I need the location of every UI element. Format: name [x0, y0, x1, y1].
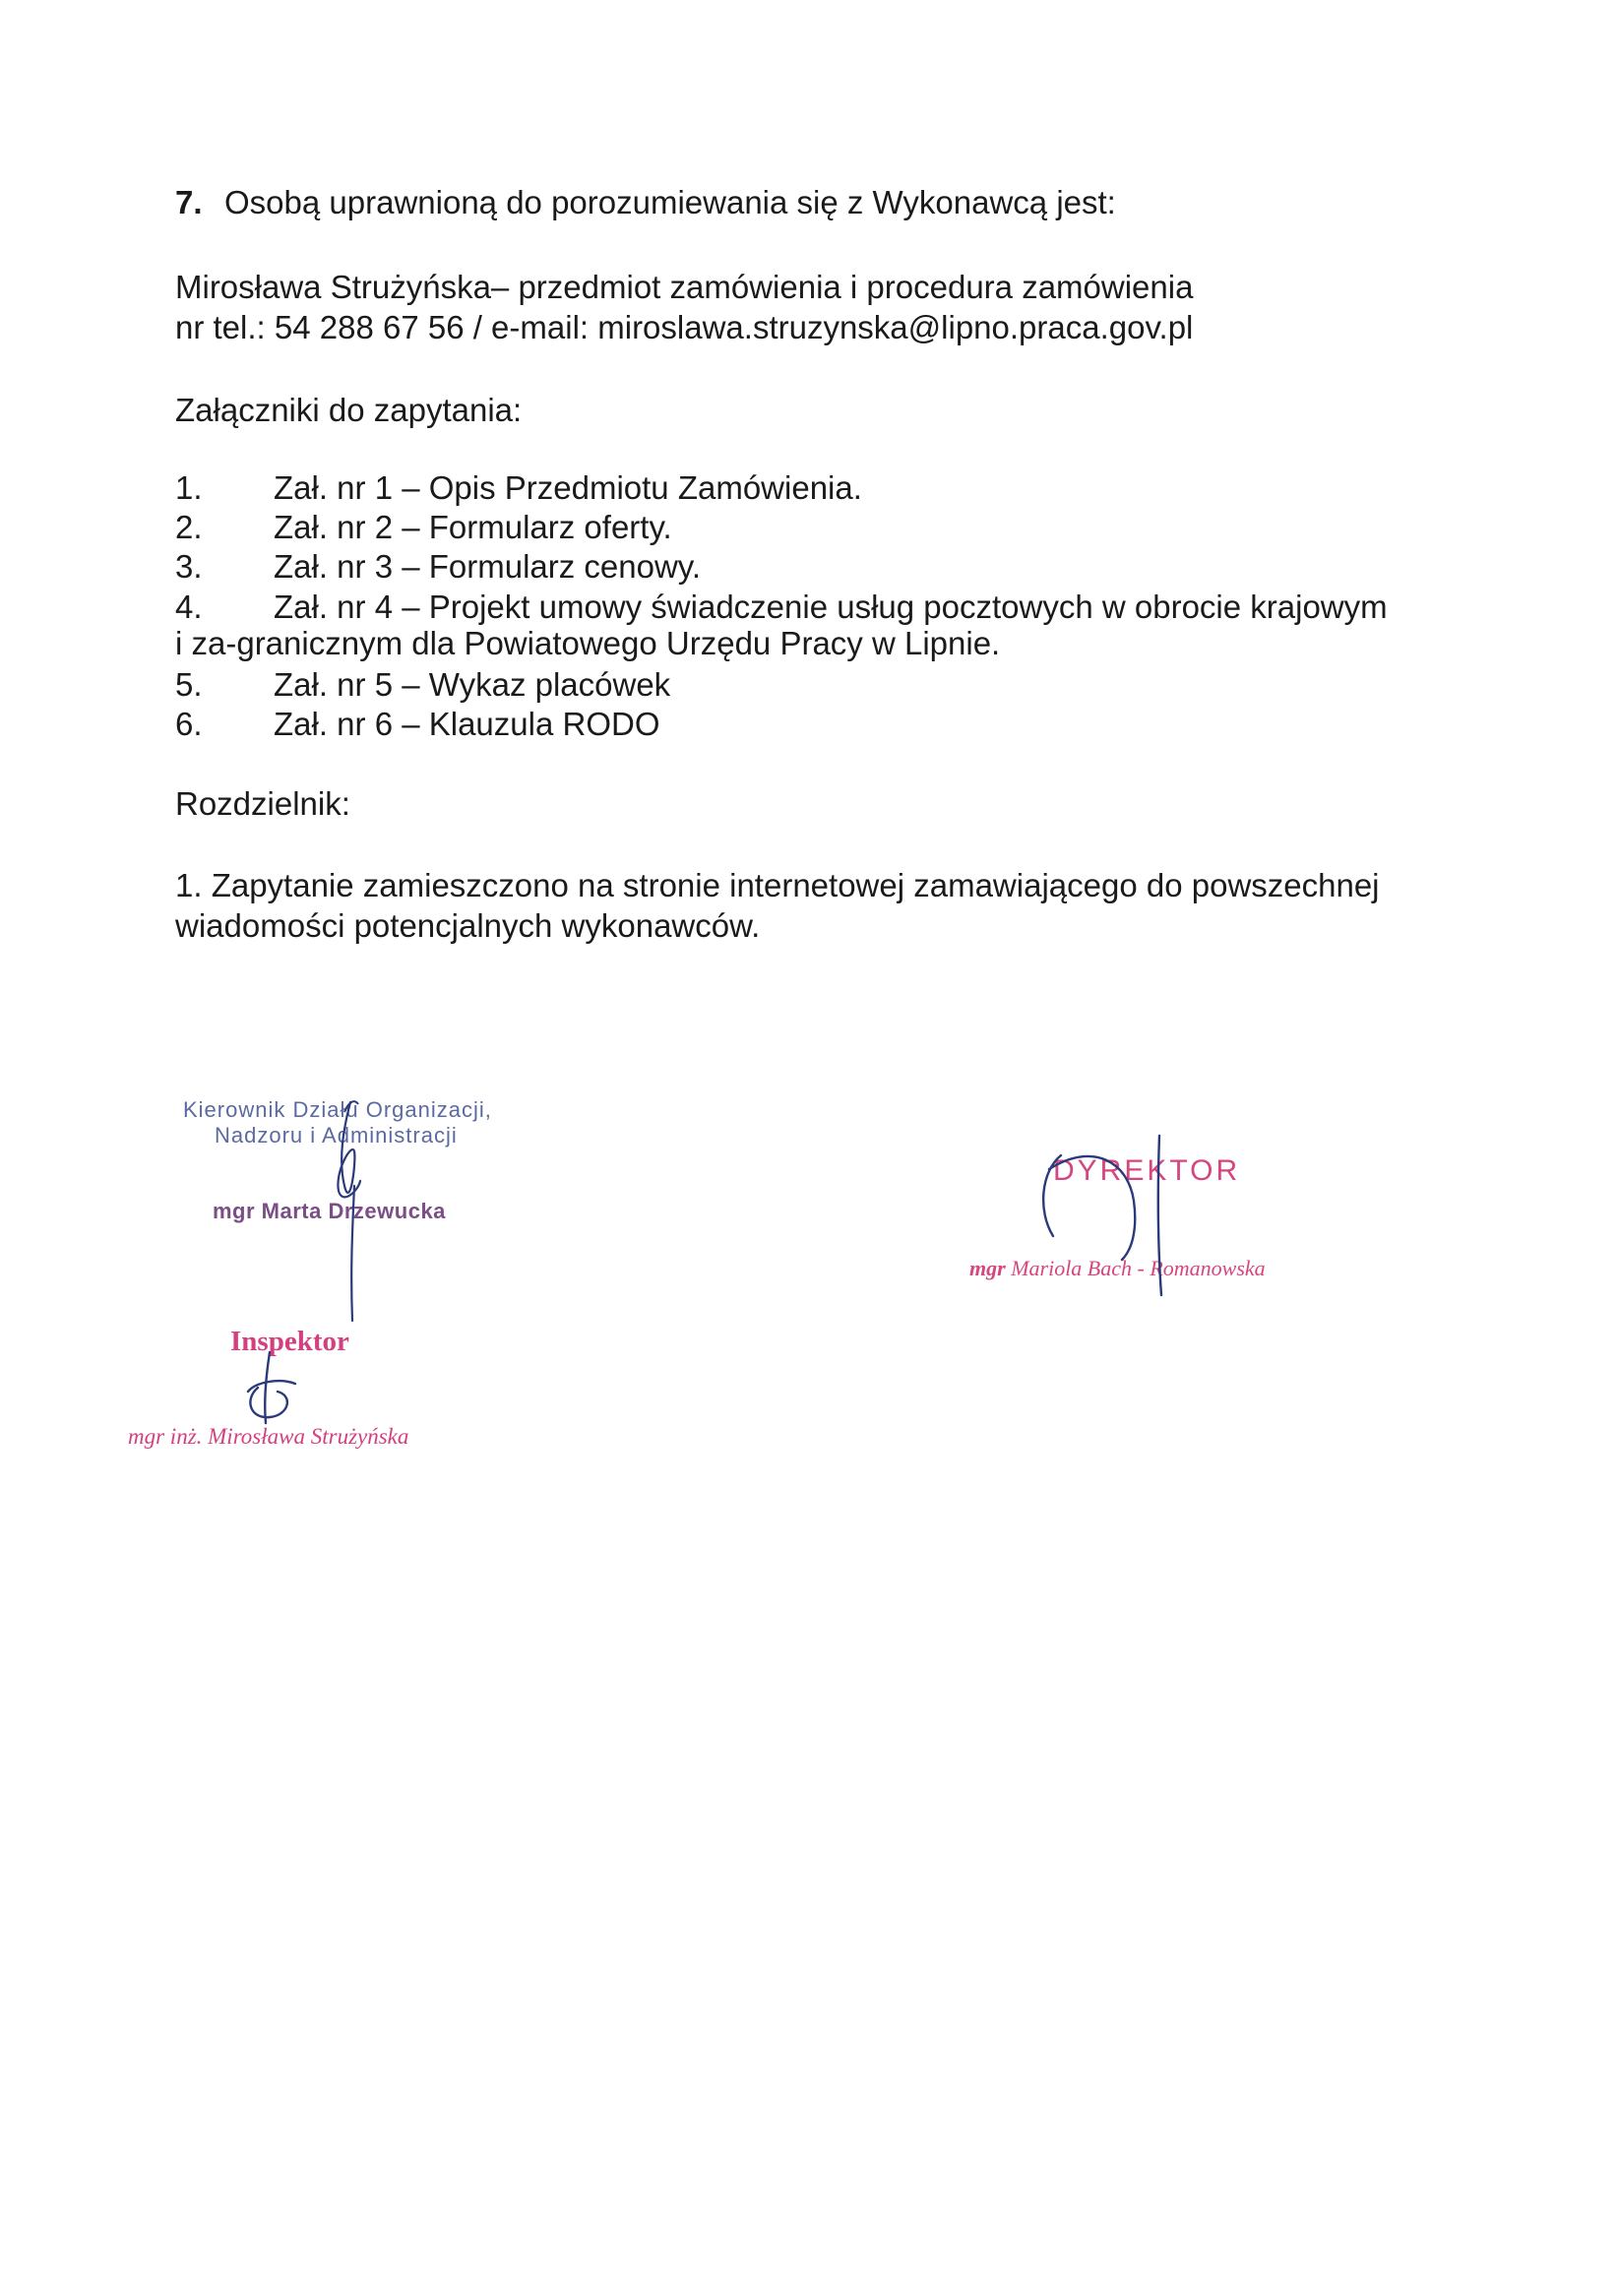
list-item-text: Zał. nr 6 – Klauzula RODO	[274, 706, 660, 742]
list-item-number: 1.	[175, 469, 203, 506]
stamp-title-line2: Nadzoru i Administracji	[215, 1123, 458, 1148]
stamp-title: DYREKTOR	[1053, 1154, 1241, 1187]
stamp-name-prefix: mgr	[969, 1256, 1006, 1280]
stamp-name-text: Mariola Bach - Romanowska	[1011, 1256, 1266, 1280]
attachments-heading: Załączniki do zapytania:	[175, 392, 523, 428]
list-item-number: 3.	[175, 548, 203, 585]
list-item-text: Zał. nr 1 – Opis Przedmiotu Zamówienia.	[274, 469, 862, 506]
list-item-number: 4.	[175, 589, 203, 625]
list-item-text: Zał. nr 2 – Formularz oferty.	[274, 509, 672, 545]
list-item-number: 2.	[175, 509, 203, 545]
dyrektor-signature-icon	[1014, 1132, 1181, 1299]
list-item-continuation: i za-granicznym dla Powiatowego Urzędu Pracy w Lipnie.	[175, 625, 1001, 661]
section-heading: Osobą uprawnioną do porozumiewania się z Wykonawcą jest:	[224, 184, 1116, 220]
list-item-text: Zał. nr 3 – Formularz cenowy.	[274, 548, 702, 585]
stamp-name: mgr inż. Mirosława Strużyńska	[128, 1424, 409, 1449]
list-item-number: 5.	[175, 666, 203, 703]
kierownik-signature-icon	[315, 1092, 394, 1329]
contact-details: nr tel.: 54 288 67 56 / e-mail: miroslawa.struzynska@lipno.praca.gov.pl	[175, 309, 1194, 345]
distribution-heading: Rozdzielnik:	[175, 785, 350, 822]
distribution-text-line2: wiadomości potencjalnych wykonawców.	[175, 907, 761, 944]
stamp-title: Inspektor	[230, 1326, 349, 1357]
list-item-text: Zał. nr 4 – Projekt umowy świadczenie usług pocztowych w obrocie krajowym	[274, 589, 1388, 625]
contact-person: Mirosława Strużyńska– przedmiot zamówienia i procedura zamówienia	[175, 269, 1194, 305]
section-number: 7.	[175, 184, 203, 220]
distribution-text-line1: 1. Zapytanie zamieszczono na stronie internetowej zamawiającego do powszechnej	[175, 867, 1380, 903]
stamp-title-line1: Kierownik Działu Organizacji,	[183, 1097, 492, 1122]
list-item-number: 6.	[175, 706, 203, 742]
stamp-name: mgr Marta Drzewucka	[213, 1199, 446, 1223]
list-item-text: Zał. nr 5 – Wykaz placówek	[274, 666, 671, 703]
inspektor-signature-icon	[236, 1348, 315, 1427]
